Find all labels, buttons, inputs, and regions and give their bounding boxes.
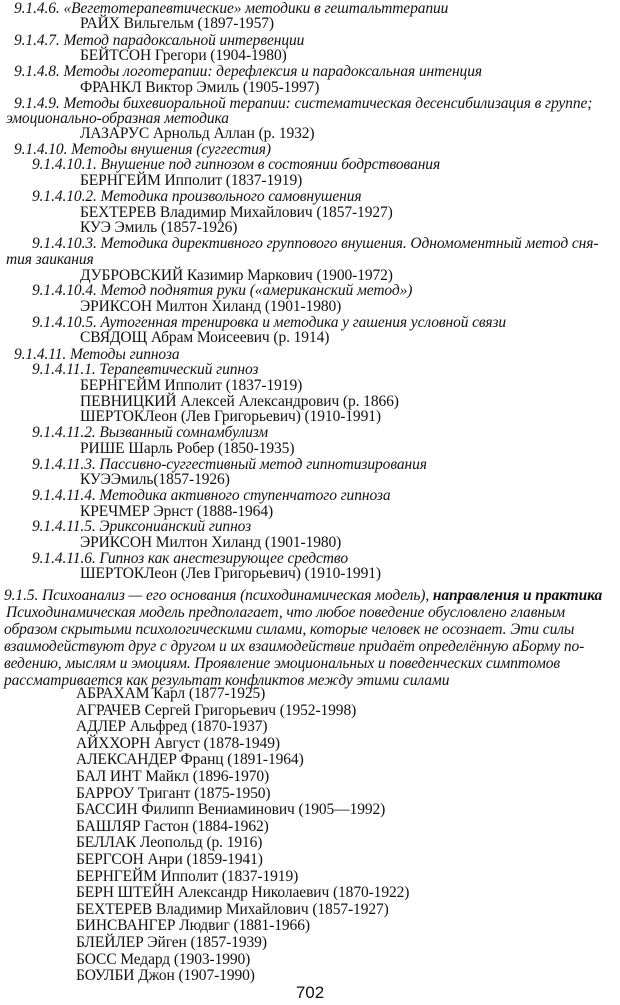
outline-heading: эмоционально-образная методика (6, 110, 229, 128)
name-item: БОСС Медард (1903-1990) (76, 950, 251, 968)
name-item: БЕРН ШТЕЙН Александр Николаевич (1870-1922) (76, 884, 410, 902)
outline-heading: 9.1.4.10.4. Метод поднятия руки («американский метод») (32, 282, 413, 300)
outline-person: ДУБРОВСКИЙ Казимир Маркович (1900-1972) (80, 266, 393, 284)
name-item: БАШЛЯР Гастон (1884-1962) (76, 817, 269, 835)
name-item: АЛЕКСАНДЕР Франц (1891-1964) (76, 751, 304, 769)
outline-person: БЕХТЕРЕВ Владимир Михайлович (1857-1927) (80, 203, 393, 221)
name-item: БЛЕЙЛЕР Эйген (1857-1939) (76, 934, 267, 951)
outline-heading: 9.1.4.11.4. Методика активного ступенчатого гипноза (32, 486, 391, 504)
outline-person: РИШЕ Шарль Робер (1850-1935) (80, 439, 295, 457)
outline-heading: 9.1.4.10.3. Методика директивного группового внушения. Одномоментный метод сня- (32, 235, 599, 253)
paragraph-line: ведению, мыслям и эмоциям. Проявление эмоциональных и поведенческих симптомов (4, 655, 561, 672)
outline-heading: тия заикания (6, 250, 94, 268)
outline-person: КУЭ Эмиль (1857-1926) (80, 218, 238, 236)
name-item: БАРРОУ Тригант (1875-1950) (76, 784, 271, 802)
outline-person: БЕРНГЕЙМ Ипполит (1837-1919) (80, 171, 303, 189)
paragraph-line: взаимодействуют друг с другом и их взаимодействие придаёт определённую аБорму по- (4, 638, 585, 655)
outline-heading: 9.1.4.10.2. Методика произвольного самовнушения (32, 188, 362, 206)
outline-heading: 9.1.4.10. Методы внушения (суггестия) (14, 141, 271, 159)
name-item: БЕРГСОН Анри (1859-1941) (76, 851, 263, 868)
section-heading-lead: 9.1.5. Психоанализ — его основания (психодинамическая модель), (4, 587, 433, 604)
outline-heading: 9.1.4.10.1. Внушение под гипнозом в состоянии бодрствования (32, 156, 441, 174)
outline-heading: 9.1.4.6. «Вегетотерапевтические» методики в гештальттерапии (14, 0, 449, 17)
name-item: БЕХТЕРЕВ Владимир Михайлович (1857-1927) (76, 900, 389, 918)
section-heading (4, 587, 602, 604)
outline-heading: 9.1.4.11.3. Пассивно-суггестивный метод гипнотизирования (32, 456, 427, 473)
outline-heading: 9.1.4.10.5. Аутогенная тренировка и методика у гашения условной связи (32, 313, 507, 331)
section-heading-bold: направления и практика (432, 587, 603, 604)
outline-person: БЕЙТСОН Грегори (1904-1980) (80, 47, 287, 65)
name-item: АГРАЧЕВ Сергей Григорьевич (1952-1998) (76, 701, 357, 719)
outline-heading: 9.1.4.9. Методы бихевиоральной терапии: систематическая десенсибилизация в группе; (14, 95, 593, 113)
page-number: 702 (295, 983, 325, 1002)
paragraph-line: рассматривается как результат конфликтов между этими силами (4, 672, 450, 689)
outline-heading: 9.1.4.11.6. Гипноз как анестезирующее средство (32, 550, 348, 568)
name-item: БАЛ ИНТ Майкл (1896-1970) (76, 768, 270, 785)
name-item: БЕРНГЕЙМ Ипполит (1837-1919) (76, 867, 299, 885)
outline-person: БЕРНГЕЙМ Ипполит (1837-1919) (80, 377, 303, 395)
name-item: АБРАХАМ Карл (1877-1925) (76, 685, 266, 702)
outline-heading: 9.1.4.8. Методы логотерапии: дерефлексия и парадоксальная интенция (14, 63, 482, 81)
outline-person: ЛАЗАРУС Арнольд Аллан (р. 1932) (80, 124, 315, 142)
outline-person: КРЕЧМЕР Эрнст (1888-1964) (80, 503, 274, 521)
name-item: БЕЛЛАК Леопольд (р. 1916) (76, 834, 263, 852)
outline-person: РАЙХ Вильгельм (1897-1957) (80, 15, 274, 33)
name-item: БОУЛБИ Джон (1907-1990) (76, 967, 255, 985)
outline-person: ПЕВНИЦКИЙ Алексей Александрович (р. 1866) (80, 392, 399, 410)
name-item: БАССИН Филипп Вениаминович (1905—1992) (76, 801, 386, 819)
name-item: АЙХХОРН Август (1878-1949) (76, 734, 280, 752)
outline-heading: 9.1.4.7. Метод парадоксальной интервенции (14, 31, 305, 49)
name-item: АДЛЕР Альфред (1870-1937) (76, 718, 268, 736)
outline-person: ФРАНКЛ Виктор Эмиль (1905-1997) (80, 78, 320, 96)
name-item: БИНСВАНГЕР Людвиг (1881-1966) (76, 917, 310, 935)
outline-person: СВЯДОЩ Абрам Моисеевич (р. 1914) (80, 329, 330, 347)
outline-person: ШЕРТОКЛеон (Лев Григорьевич) (1910-1991) (80, 408, 381, 425)
outline-person: ЭРИКСОН Милтон Хиланд (1901-1980) (80, 297, 342, 315)
outline-person: ЭРИКСОН Милтон Хиланд (1901-1980) (80, 533, 342, 551)
paragraph-line: образом скрытыми психологическими силами, которые человек не осознает. Эти силы (4, 621, 575, 638)
outline-person: ШЕРТОКЛеон (Лев Григорьевич) (1910-1991) (80, 565, 381, 583)
outline-person: КУЭЭмиль(1857-1926) (80, 471, 230, 489)
outline-heading: 9.1.4.11.1. Терапевтический гипноз (32, 360, 259, 378)
outline-heading: 9.1.4.11.2. Вызванный сомнамбулизм (32, 424, 269, 442)
outline-heading: 9.1.4.11.5. Эриксонианский гипноз (32, 518, 252, 536)
paragraph-line: Психодинамическая модель предполагает, что любое поведение обусловлено главным (6, 604, 566, 621)
outline-heading: 9.1.4.11. Методы гипноза (14, 345, 180, 363)
